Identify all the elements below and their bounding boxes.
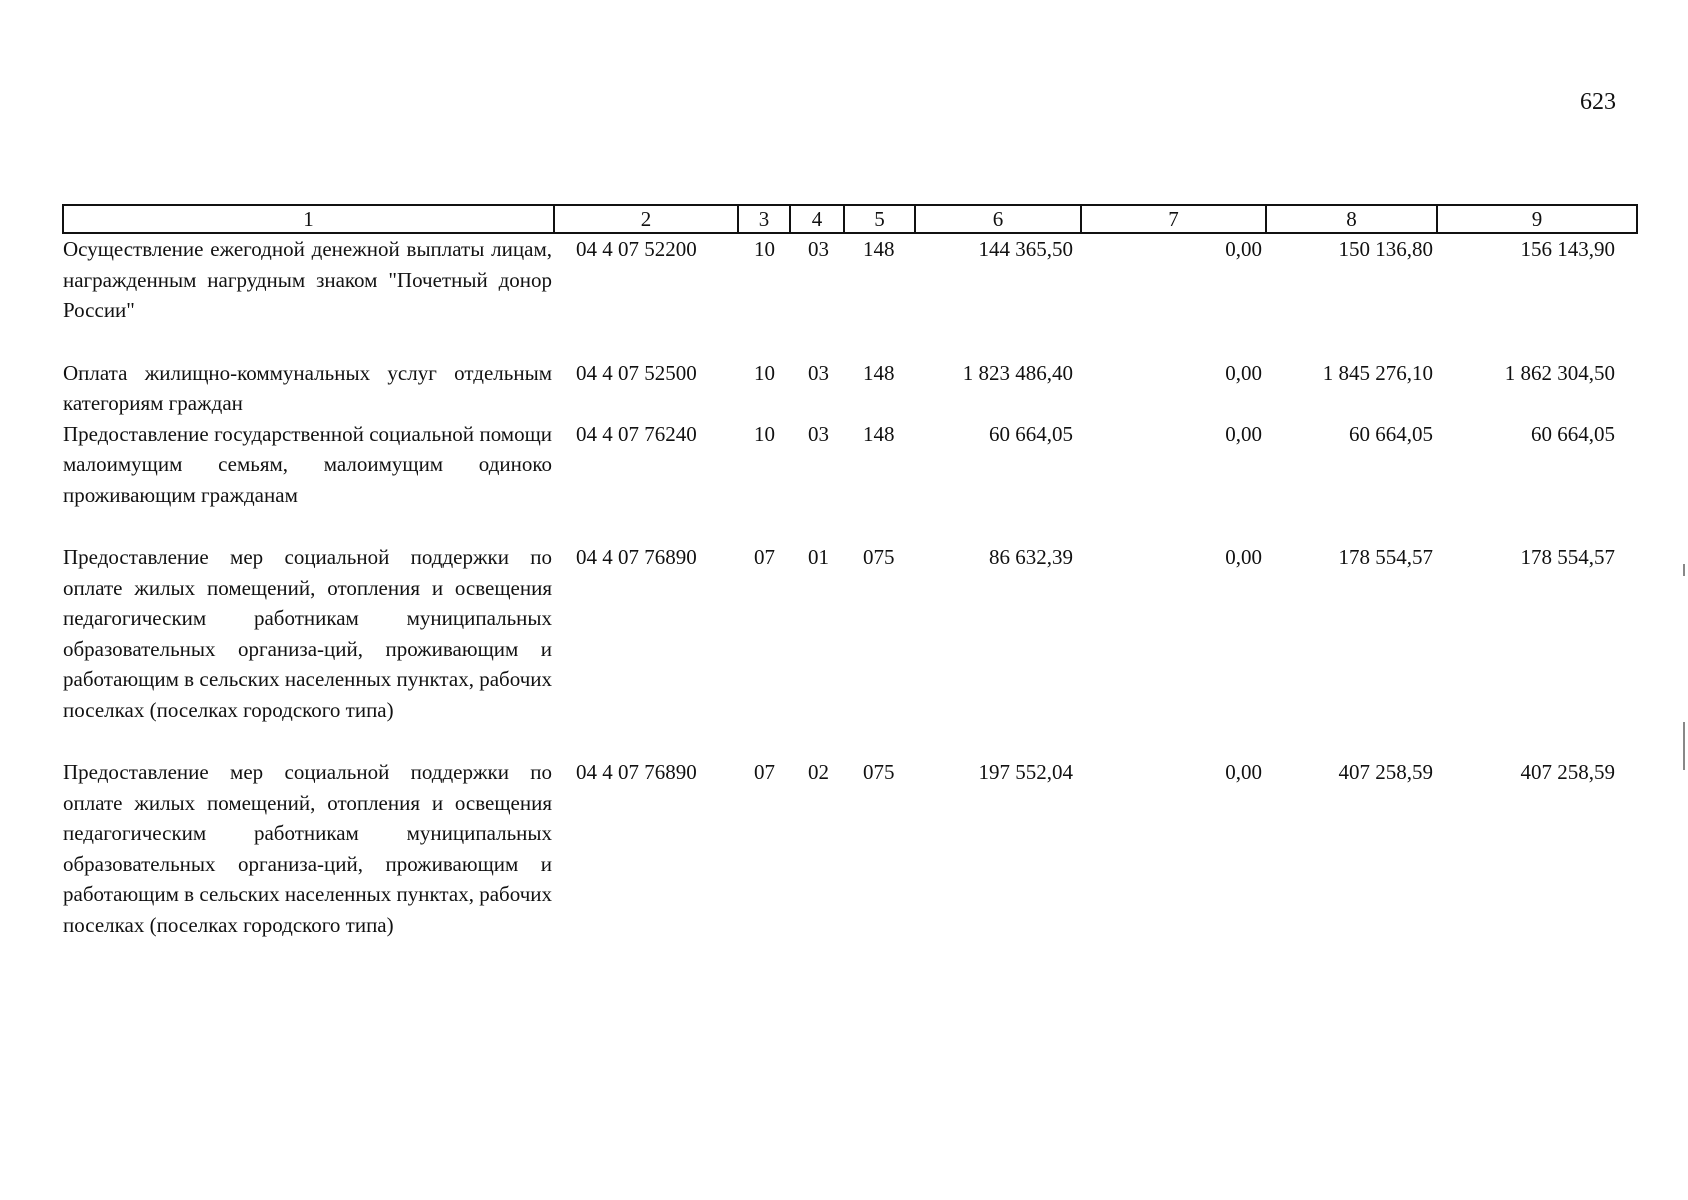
row-subsection: 02 (808, 760, 829, 784)
row-section: 10 (754, 360, 775, 385)
row-group: 148 (863, 360, 895, 385)
row-value-6: 60 664,05 (989, 421, 1073, 446)
row-value-9: 1 862 304,50 (1504, 360, 1615, 385)
scan-margin-mark (1683, 722, 1685, 770)
row-description: Предоставление государственной социальной помощи малоимущим семьям, малоимущим одиноко проживающим гражданам (63, 421, 552, 507)
header-col-8: 8 (1266, 205, 1437, 233)
row-value-7: 0,00 (1225, 237, 1262, 261)
row-value-9: 407 258,59 (1520, 760, 1615, 784)
table-header-row (63, 205, 1637, 233)
header-col-9: 9 (1437, 205, 1637, 233)
row-value-7: 0,00 (1225, 421, 1262, 446)
header-col-3: 3 (738, 205, 790, 233)
table-row (63, 542, 1637, 757)
header-col-2: 2 (554, 205, 738, 233)
row-subsection: 03 (808, 237, 829, 261)
row-code: 04 4 07 76890 (576, 545, 697, 569)
row-value-6: 86 632,39 (989, 545, 1073, 569)
header-col-6: 6 (915, 205, 1081, 233)
row-value-8: 1 845 276,10 (1322, 360, 1433, 385)
row-code: 04 4 07 76890 (576, 760, 697, 784)
table-row (63, 358, 1637, 419)
table-row (63, 233, 1637, 358)
scan-margin-mark (1683, 564, 1685, 576)
row-subsection: 03 (808, 360, 829, 385)
row-group: 148 (863, 421, 895, 446)
row-value-6: 144 365,50 (978, 237, 1073, 261)
row-section: 10 (754, 237, 775, 261)
row-section: 07 (754, 545, 775, 569)
row-value-8: 407 258,59 (1338, 760, 1433, 784)
row-description: Осуществление ежегодной денежной выплаты лицам, награжденным нагрудным знаком "Почетный донор России" (63, 237, 552, 322)
row-section: 10 (754, 421, 775, 446)
row-value-8: 178 554,57 (1338, 545, 1433, 569)
page-number: 623 (1580, 89, 1616, 115)
row-group: 075 (863, 545, 895, 569)
row-value-7: 0,00 (1225, 760, 1262, 784)
row-group: 148 (863, 237, 895, 261)
budget-table (62, 204, 1638, 940)
row-value-9: 156 143,90 (1520, 237, 1615, 261)
header-col-1: 1 (63, 205, 554, 233)
row-value-7: 0,00 (1225, 360, 1262, 385)
row-value-6: 1 823 486,40 (962, 360, 1073, 385)
row-value-7: 0,00 (1225, 545, 1262, 569)
row-group: 075 (863, 760, 895, 784)
row-value-8: 60 664,05 (1349, 421, 1433, 446)
row-description: Предоставление мер социальной поддержки по оплате жилых помещений, отопления и освещения педагогическим работникам муниципальных образовательных организа-ций, проживающим и работающим в сельских населенных пунктах, рабочих поселках (поселках городского типа) (63, 760, 552, 937)
table-row (63, 419, 1637, 543)
row-description: Оплата жилищно-коммунальных услуг отдельным категориям граждан (63, 360, 552, 415)
row-code: 04 4 07 52200 (576, 237, 697, 261)
row-subsection: 01 (808, 545, 829, 569)
header-col-4: 4 (790, 205, 844, 233)
header-col-7: 7 (1081, 205, 1266, 233)
row-code: 04 4 07 76240 (576, 421, 697, 446)
row-value-8: 150 136,80 (1338, 237, 1433, 261)
row-value-9: 60 664,05 (1531, 421, 1615, 446)
row-section: 07 (754, 760, 775, 784)
table-row (63, 757, 1637, 940)
row-code: 04 4 07 52500 (576, 360, 697, 385)
row-value-6: 197 552,04 (978, 760, 1073, 784)
row-subsection: 03 (808, 421, 829, 446)
header-col-5: 5 (844, 205, 915, 233)
row-description: Предоставление мер социальной поддержки по оплате жилых помещений, отопления и освещения педагогическим работникам муниципальных образовательных организа-ций, проживающим и работающим в сельских населенных пунктах, рабочих поселках (поселках городского типа) (63, 545, 552, 722)
row-value-9: 178 554,57 (1520, 545, 1615, 569)
